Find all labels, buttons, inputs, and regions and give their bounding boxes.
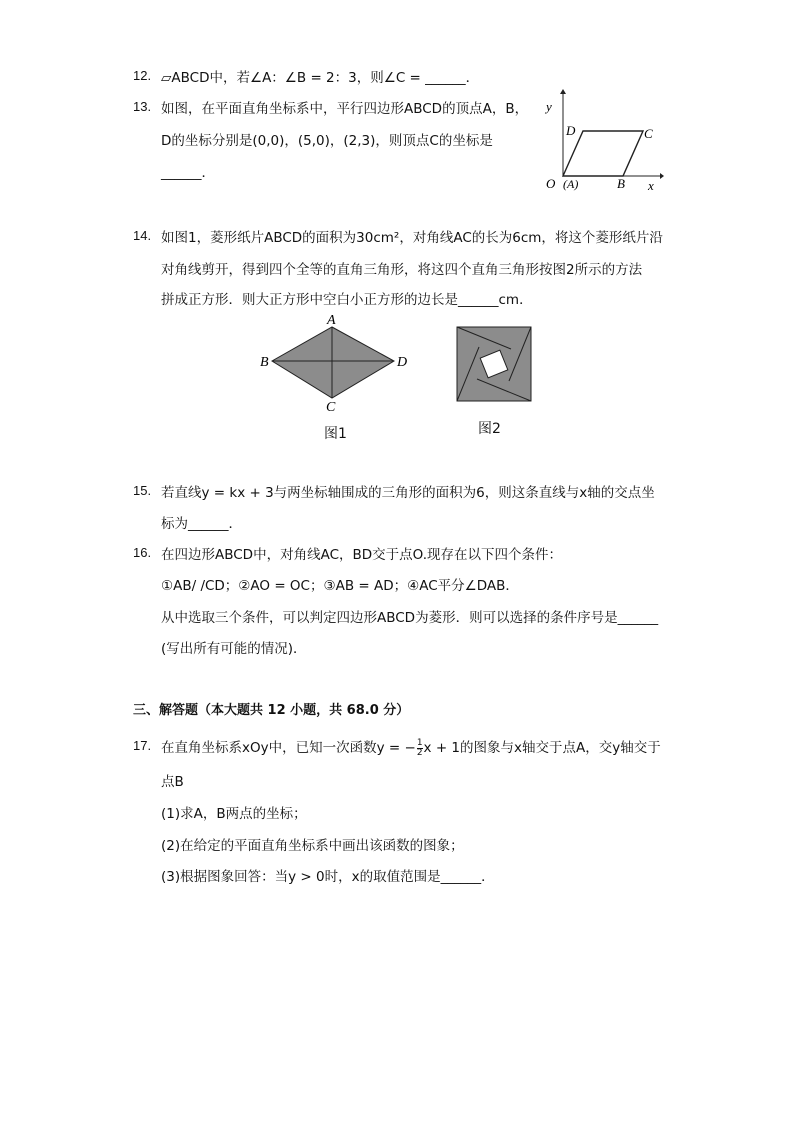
q13-line2: D的坐标分别是(0,0)，(5,0)，(2,3)，则顶点C的坐标是 — [161, 133, 493, 149]
figure2-caption: 图2 — [478, 421, 501, 437]
rhombus-label-a: A — [327, 313, 336, 328]
x-axis-arrow-icon — [660, 173, 664, 179]
label-y: y — [546, 99, 552, 114]
q12-number: 12. — [133, 68, 152, 83]
q16-line2: ①AB/ /CD；②AO = OC；③AB = AD；④AC平分∠DAB． — [161, 578, 519, 594]
q13-line1: 如图，在平面直角坐标系中，平行四边形ABCD的顶点A，B， — [161, 101, 529, 117]
q16-line1: 在四边形ABCD中，对角线AC，BD交于点O.现存在以下四个条件： — [161, 547, 563, 563]
q16-number: 16. — [133, 545, 152, 560]
label-o: O — [546, 176, 556, 191]
rhombus-shape — [272, 327, 394, 398]
q12-text: ▱ABCD中，若∠A：∠B = 2：3，则∠C = ______． — [161, 70, 480, 86]
rhombus-label-b: B — [260, 355, 269, 370]
section-title: 三、解答题（本大题共 12 小题，共 68.0 分） — [133, 703, 410, 718]
q15-number: 15. — [133, 483, 152, 498]
fraction-denominator: 2 — [416, 747, 423, 758]
figure1-caption: 图1 — [324, 426, 347, 442]
rhombus-label-d: D — [397, 355, 408, 370]
q17-fraction — [417, 739, 423, 758]
label-b: B — [617, 176, 625, 191]
q17-sub3: (3)根据图象回答：当y > 0时，x的取值范围是______． — [161, 869, 495, 885]
q17-line2: 点B — [161, 774, 184, 790]
q13-number: 13. — [133, 99, 152, 114]
fraction-numerator: 1 — [416, 737, 423, 748]
q17-line1-start: 在直角坐标系xOy中，已知一次函数y = − — [161, 740, 416, 756]
label-d: D — [566, 123, 576, 138]
q15-line2: 标为______． — [161, 516, 242, 532]
q16-line3: 从中选取三个条件，可以判定四边形ABCD为菱形．则可以选择的条件序号是______ — [161, 610, 659, 626]
rhombus-label-c: C — [326, 400, 336, 415]
label-x: x — [648, 178, 654, 193]
q14-number: 14. — [133, 228, 152, 243]
q17-line1 — [161, 736, 661, 758]
q14-line1: 如图1，菱形纸片ABCD的面积为30cm²，对角线AC的长为6cm，将这个菱形纸片沿 — [161, 230, 663, 246]
q17-line1-end: x + 1的图象与x轴交于点A，交y轴交于 — [423, 740, 661, 756]
q17-number: 17. — [133, 738, 152, 753]
q14-figure2-square — [454, 324, 534, 404]
label-a: (A) — [563, 177, 579, 191]
label-c: C — [644, 126, 653, 141]
q13-coordinate-figure — [536, 86, 666, 196]
q14-line3: 拼成正方形．则大正方形中空白小正方形的边长是______cm． — [161, 292, 533, 308]
q16-line4: (写出所有可能的情况)． — [161, 641, 307, 657]
q14-figure1-rhombus — [256, 310, 416, 415]
q15-line1: 若直线y = kx + 3与两坐标轴围成的三角形的面积为6，则这条直线与x轴的交点坐 — [161, 485, 655, 501]
q13-line3: ______． — [161, 165, 215, 181]
q14-line2: 对角线剪开，得到四个全等的直角三角形，将这四个直角三角形按图2所示的方法 — [161, 262, 643, 278]
q17-sub1: (1)求A，B两点的坐标； — [161, 806, 307, 822]
y-axis-arrow-icon — [560, 89, 566, 94]
q17-sub2: (2)在给定的平面直角坐标系中画出该函数的图象； — [161, 838, 464, 854]
